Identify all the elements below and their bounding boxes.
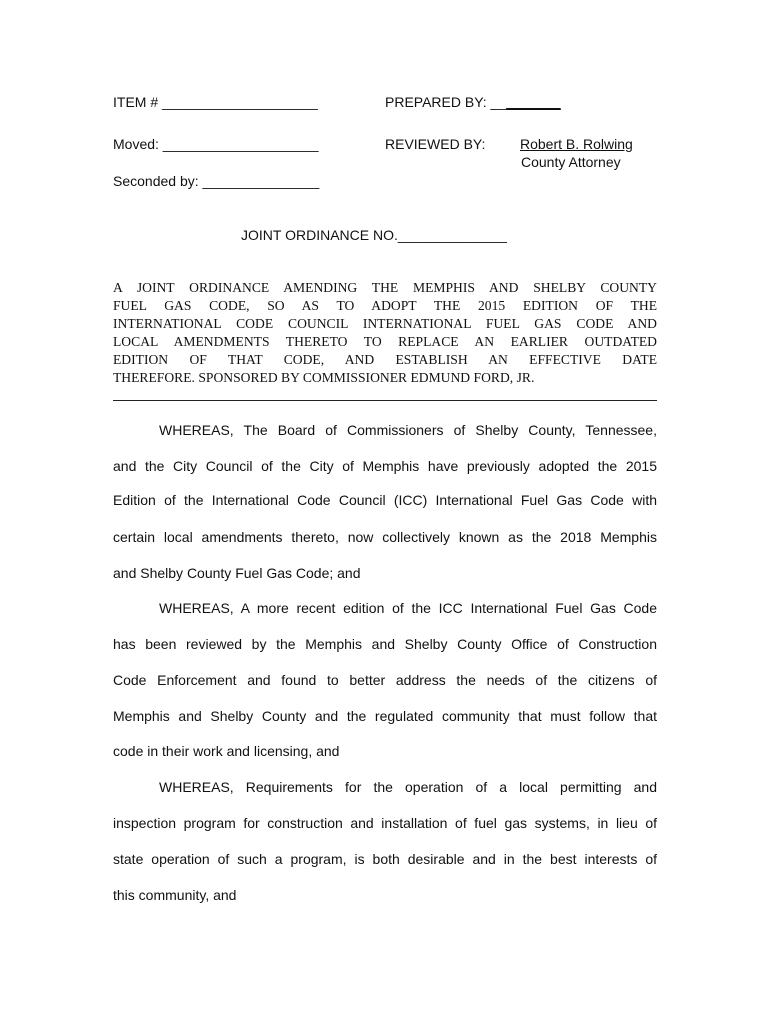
- body-line: has been reviewed by the Memphis and Shelby County Office of Construction: [113, 636, 657, 652]
- body-line: and Shelby County Fuel Gas Code; and: [113, 565, 361, 581]
- caption-line: LOCAL AMENDMENTS THERETO TO REPLACE AN EARLIER OUTDATED: [113, 334, 657, 349]
- reviewer-name-text: Robert B. Rolwing: [520, 136, 633, 152]
- seconded-field: Seconded by: _______________: [113, 173, 320, 189]
- body-line: WHEREAS, The Board of Commissioners of Shelby County, Tennessee,: [159, 422, 657, 438]
- prepared-by-label: PREPARED BY: __: [385, 94, 507, 110]
- ordinance-title: JOINT ORDINANCE NO.______________: [241, 227, 507, 243]
- prepared-by-field: [385, 94, 561, 110]
- caption-line: FUEL GAS CODE, SO AS TO ADOPT THE 2015 EDITION OF THE: [113, 298, 657, 313]
- body-line: certain local amendments thereto, now collectively known as the 2018 Memphis: [113, 529, 657, 545]
- body-line: Memphis and Shelby County and the regulated community that must follow that: [113, 708, 657, 724]
- body-line: inspection program for construction and installation of fuel gas systems, in lieu of: [113, 815, 657, 831]
- caption-line: A JOINT ORDINANCE AMENDING THE MEMPHIS AND SHELBY COUNTY: [113, 280, 657, 295]
- reviewer-title: County Attorney: [521, 154, 621, 170]
- reviewer-name: [505, 136, 641, 152]
- caption-line: EDITION OF THAT CODE, AND ESTABLISH AN EFFECTIVE DATE: [113, 352, 657, 367]
- body-line: state operation of such a program, is both desirable and in the best interests of: [113, 851, 657, 867]
- body-line: WHEREAS, Requirements for the operation of a local permitting and: [159, 779, 657, 795]
- body-line: WHEREAS, A more recent edition of the ICC International Fuel Gas Code: [159, 600, 657, 616]
- caption-line: THEREFORE. SPONSORED BY COMMISSIONER EDMUND FORD, JR.: [113, 370, 535, 385]
- body-line: this community, and: [113, 887, 237, 903]
- ordinance-caption: [113, 279, 657, 387]
- body-line: Edition of the International Code Council (ICC) International Fuel Gas Code with: [113, 492, 657, 508]
- body-line: code in their work and licensing, and: [113, 743, 340, 759]
- prepared-by-blank: _______: [506, 94, 561, 110]
- body-line: and the City Council of the City of Memphis have previously adopted the 2015: [113, 458, 657, 474]
- reviewed-by-label: REVIEWED BY:: [385, 136, 486, 152]
- caption-divider: [113, 400, 657, 401]
- caption-line: INTERNATIONAL CODE COUNCIL INTERNATIONAL FUEL GAS CODE AND: [113, 316, 657, 331]
- item-number-field: ITEM # ____________________: [113, 94, 318, 110]
- moved-field: Moved: ____________________: [113, 136, 319, 152]
- body-line: Code Enforcement and found to better address the needs of the citizens of: [113, 672, 657, 688]
